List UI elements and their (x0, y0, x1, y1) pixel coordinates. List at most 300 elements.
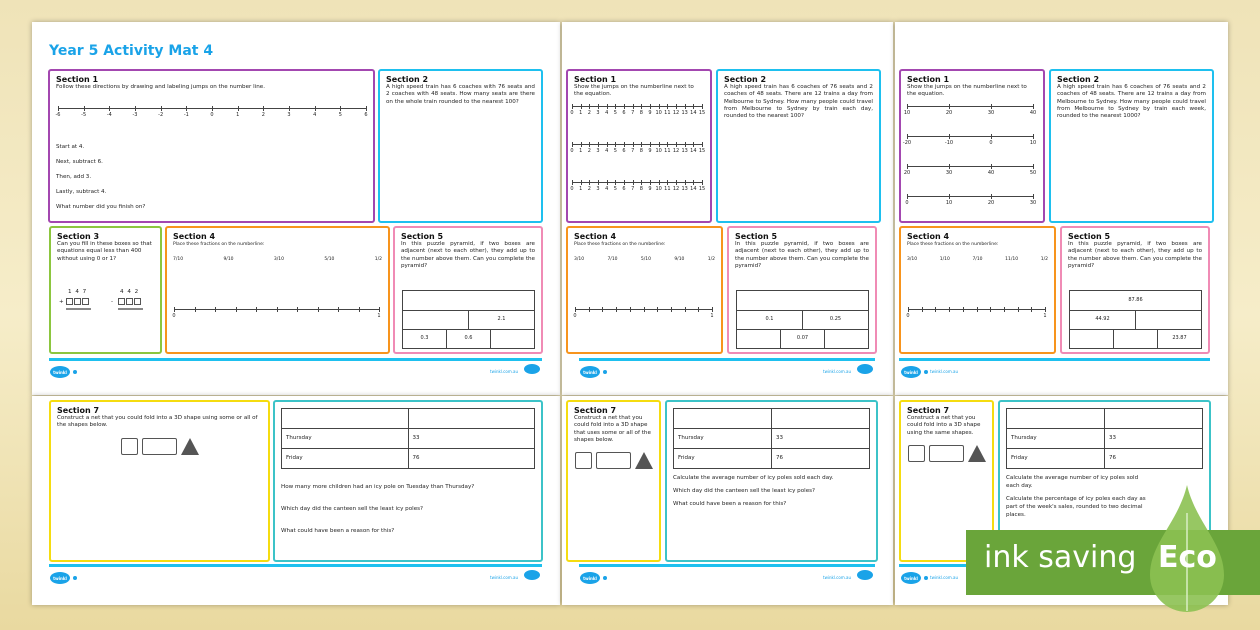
question: Calculate the average number of icy poles sold each day. (673, 475, 834, 481)
tick-label: 6 (364, 112, 368, 118)
tick (277, 307, 278, 312)
table-row (674, 449, 870, 469)
tick-label: 4 (605, 110, 609, 116)
section-text: Show the jumps on the numberline next to the equation. (907, 84, 1027, 98)
page-title: Year 5 Activity Mat 4 (49, 43, 214, 59)
tick (633, 142, 634, 147)
section-1 (48, 69, 375, 223)
number-line (902, 133, 1037, 147)
tick (1033, 104, 1034, 109)
tick-label: 5 (338, 112, 342, 118)
section-heading: Section 7 (574, 406, 617, 415)
operator: + (59, 299, 64, 305)
table-day: Friday (674, 449, 772, 469)
tick (379, 307, 380, 312)
number-line-axis (572, 182, 702, 183)
question: What could have been a reason for this? (673, 501, 787, 507)
pyramid-cell[interactable] (824, 330, 868, 348)
tick (1004, 307, 1005, 312)
number-line (903, 103, 1037, 117)
pyramid-row (403, 329, 534, 348)
tick-label: 11 (664, 148, 671, 154)
table-day: Thursday (1007, 429, 1105, 449)
website-url: twinkl.com.au (490, 575, 518, 580)
table-day: Friday (1007, 449, 1105, 469)
tick (1045, 307, 1046, 312)
tick (366, 106, 367, 111)
section-heading: Section 2 (386, 75, 429, 84)
tick-label: 3 (596, 110, 600, 116)
tick (685, 104, 686, 109)
tick (340, 106, 341, 111)
pyramid-cell[interactable] (1070, 330, 1113, 348)
tick-label: -1 (183, 112, 189, 118)
direction-step: Start at 4. (56, 144, 85, 150)
tick (589, 142, 590, 147)
tick-label: 10 (655, 110, 662, 116)
section-heading: Section 7 (907, 406, 950, 415)
section-6 (273, 400, 543, 562)
logo-dot (924, 370, 928, 374)
tick-label: 1 (236, 112, 240, 118)
tick (607, 180, 608, 185)
tick (607, 142, 608, 147)
tick (289, 106, 290, 111)
number-line (905, 193, 1037, 207)
tick-label: -5 (81, 112, 87, 118)
tick (572, 104, 573, 109)
tick (963, 307, 964, 312)
section-text: Place these fractions on the numberline: (574, 242, 666, 247)
tick (667, 180, 668, 185)
table-value: 76 (408, 449, 535, 469)
tick (659, 104, 660, 109)
number-line (55, 105, 368, 119)
section-text: Place these fractions on the numberline: (173, 242, 265, 247)
start-label: 0 (573, 313, 577, 319)
table-row (1007, 429, 1203, 449)
section-heading: Section 2 (1057, 75, 1100, 84)
pyramid-cell[interactable] (403, 311, 468, 329)
tick-label: 4 (605, 186, 609, 192)
tick-label: -3 (132, 112, 138, 118)
tick-label: 5 (613, 110, 617, 116)
tick (667, 142, 668, 147)
tick-label: 14 (690, 186, 697, 192)
section-5 (393, 226, 543, 354)
table-day: Thursday (674, 429, 772, 449)
table-row (282, 449, 535, 469)
question: What could have been a reason for this? (281, 528, 395, 534)
tick (135, 106, 136, 111)
activity-sheet (895, 22, 1228, 395)
table-cell (282, 409, 409, 429)
tick (1018, 307, 1019, 312)
tick (616, 307, 617, 312)
table-row (282, 429, 535, 449)
table-day: Friday (282, 449, 409, 469)
section-text: A high speed train has 6 coaches of 76 seats and 2 coaches of 48 seats. There are 12 trains a day from Melbourne to Sydney. How many people could travel from Melbourne to Sydney by train each week, rounded to the nearest 1000? (1057, 84, 1206, 120)
tick (650, 180, 651, 185)
number-line (570, 141, 706, 155)
section-heading: Section 4 (574, 232, 617, 241)
tick (615, 104, 616, 109)
digit-input-box[interactable] (82, 298, 89, 305)
table-value: 33 (408, 429, 535, 449)
digit-input-box[interactable] (118, 298, 125, 305)
tick (633, 104, 634, 109)
answer-line (66, 308, 91, 310)
tick-label: 6 (622, 110, 626, 116)
digit-input-box[interactable] (134, 298, 141, 305)
pyramid-cell: 0.1 (765, 316, 774, 323)
tick-label: -6 (55, 112, 61, 118)
pyramid-cell: 0.25 (802, 311, 868, 329)
tick-label: 30 (1029, 200, 1037, 206)
fraction-number-line (174, 306, 379, 320)
fraction-label: 7/10 (607, 257, 618, 262)
tick (58, 106, 59, 111)
tick-label: 0 (989, 140, 993, 146)
number-line-axis (907, 136, 1033, 137)
tick (685, 142, 686, 147)
tick (644, 307, 645, 312)
tick-label: 8 (639, 148, 643, 154)
tick (84, 106, 85, 111)
number-line (570, 103, 706, 117)
twinkl-logo: twinkl (901, 366, 921, 378)
number-line-axis (572, 106, 702, 107)
table-row-partial (282, 409, 535, 429)
section-heading: Section 5 (401, 232, 444, 241)
tick (630, 307, 631, 312)
tick (991, 104, 992, 109)
tick-label: 20 (987, 200, 995, 206)
pyramid-row (403, 291, 534, 310)
tick (195, 307, 196, 312)
logo-dot (603, 576, 607, 580)
number-line (903, 163, 1037, 177)
tick (702, 104, 703, 109)
tick (650, 104, 651, 109)
number-pyramid (402, 290, 535, 349)
tick-label: 40 (1029, 110, 1037, 116)
section-text: In this puzzle pyramid, if two boxes are adjacent (next to each other), they add up to the number above them. Can you complete the pyramid? (1068, 241, 1202, 269)
tick-label: 5 (613, 186, 617, 192)
pyramid-cell: 87.86 (1128, 296, 1143, 303)
activity-sheet (32, 22, 560, 395)
tick (922, 307, 923, 312)
tick (581, 104, 582, 109)
logo-dot (603, 370, 607, 374)
tick-label: 12 (672, 186, 680, 192)
tick (297, 307, 298, 312)
tick (607, 104, 608, 109)
twinkl-logo-small (524, 364, 540, 374)
equation-digits: 1 4 7 (68, 289, 88, 295)
tick-label: 0 (905, 200, 909, 206)
tick (589, 180, 590, 185)
digit-input-box[interactable] (66, 298, 73, 305)
tick-label: 0 (570, 110, 574, 116)
tick (949, 134, 950, 139)
tick (659, 180, 660, 185)
pyramid-cell[interactable] (1135, 311, 1201, 329)
tick (318, 307, 319, 312)
footer-rule (49, 564, 542, 567)
tick (676, 104, 677, 109)
tick-label: 30 (945, 170, 953, 176)
table-value: 33 (1105, 429, 1203, 449)
section-text: Place these fractions on the numberline: (907, 242, 999, 247)
tick-label: 2 (587, 148, 591, 154)
fraction-label: 7/10 (173, 257, 184, 262)
tick (109, 106, 110, 111)
section-4 (899, 226, 1056, 354)
shapes-row (574, 452, 653, 469)
digit-input-box[interactable] (126, 298, 133, 305)
section-heading: Section 5 (1068, 232, 1111, 241)
tick (907, 194, 908, 199)
fraction-labels (907, 256, 1048, 263)
twinkl-logo-small (524, 570, 540, 580)
pyramid-cell: 0.6 (446, 330, 490, 348)
tick-label: 15 (698, 148, 706, 154)
tick (624, 104, 625, 109)
tick (238, 106, 239, 111)
tick-label: -2 (158, 112, 164, 118)
tick-label: 9 (648, 186, 652, 192)
fraction-label: 5/10 (324, 257, 335, 262)
number-line-axis (907, 166, 1033, 167)
tick-label: 12 (672, 110, 680, 116)
tick (161, 106, 162, 111)
tick-label: 1 (579, 110, 583, 116)
footer-rule (579, 358, 875, 361)
pyramid-cell: 0.3 (420, 335, 429, 342)
footer-rule (579, 564, 875, 567)
tick (174, 307, 175, 312)
table-row-partial (1007, 409, 1203, 429)
pyramid-row (1070, 329, 1201, 348)
tick (908, 307, 909, 312)
question: Calculate the percentage of icy poles each day as part of the week's sales, rounded to two decimal places. (1006, 496, 1146, 518)
table-cell (772, 409, 870, 429)
activity-sheet (562, 22, 893, 395)
tick-label: 15 (698, 110, 706, 116)
tick-label: 14 (690, 148, 697, 154)
pyramid-cell[interactable] (737, 291, 868, 310)
section-7 (49, 400, 270, 562)
tick-label: 11 (664, 110, 671, 116)
tick (602, 307, 603, 312)
tick (949, 194, 950, 199)
table-cell (408, 409, 535, 429)
tick (598, 180, 599, 185)
tick-label: 10 (655, 186, 662, 192)
tick-label: 4 (313, 112, 317, 118)
tick-label: 8 (639, 110, 643, 116)
activity-sheet-bottom (32, 396, 560, 605)
tick (338, 307, 339, 312)
footer-rule (49, 358, 542, 361)
section-4 (165, 226, 390, 354)
tick (589, 104, 590, 109)
table-day: Thursday (282, 429, 409, 449)
tick-label: 15 (698, 186, 706, 192)
square-shape (575, 452, 592, 469)
tick (212, 106, 213, 111)
tick (949, 307, 950, 312)
tick (598, 104, 599, 109)
tick (676, 180, 677, 185)
tick (641, 180, 642, 185)
tick (650, 142, 651, 147)
tick (693, 104, 694, 109)
pyramid-row (737, 310, 868, 329)
tick-label: 14 (690, 110, 697, 116)
section-text: Follow these directions by drawing and labeling jumps on the number line. (56, 84, 266, 90)
table-cell (1105, 409, 1203, 429)
shapes-row (57, 438, 262, 455)
section-2 (716, 69, 881, 223)
tick (712, 307, 713, 312)
logo-dot (73, 576, 77, 580)
section-2 (1049, 69, 1214, 223)
footer-rule (899, 358, 1210, 361)
tick (698, 307, 699, 312)
section-heading: Section 1 (56, 75, 99, 84)
fraction-number-line (575, 306, 712, 320)
tick (907, 134, 908, 139)
number-pyramid (1069, 290, 1202, 349)
table-cell (1007, 409, 1105, 429)
ink-saving-label: ink saving (984, 540, 1137, 575)
tick (676, 142, 677, 147)
twinkl-logo: twinkl (580, 572, 600, 584)
triangle-shape (635, 452, 653, 469)
tick-label: 13 (681, 110, 688, 116)
pyramid-row (403, 310, 534, 329)
tick-label: 11 (664, 186, 671, 192)
fraction-label: 1/10 (939, 257, 950, 262)
section-1 (899, 69, 1045, 223)
tick (935, 307, 936, 312)
twinkl-logo: twinkl (901, 572, 921, 584)
tick-label: 2 (587, 186, 591, 192)
twinkl-logo-small (857, 570, 873, 580)
section-7 (566, 400, 661, 562)
tick (624, 180, 625, 185)
section-heading: Section 2 (724, 75, 767, 84)
tick (1033, 134, 1034, 139)
triangle-shape (181, 438, 199, 455)
tick (641, 104, 642, 109)
section-text: Can you fill in these boxes so that equations equal less than 400 without using 0 or 1? (57, 241, 152, 262)
tick (256, 307, 257, 312)
tick-label: 10 (655, 148, 662, 154)
pyramid-cell: 2.1 (468, 311, 534, 329)
number-line-axis (572, 144, 702, 145)
tick (991, 134, 992, 139)
twinkl-logo: twinkl (50, 366, 70, 378)
question: Which day did the canteen sell the least icy poles? (281, 506, 424, 512)
fraction-label: 3/10 (574, 257, 585, 262)
tick-label: 20 (945, 110, 953, 116)
tick-label: 0 (210, 112, 214, 118)
tick-label: 4 (605, 148, 609, 154)
tick-label: 6 (622, 148, 626, 154)
tick-label: 10 (945, 200, 953, 206)
logo-dot (924, 576, 928, 580)
section-text: Construct a net that you could fold into a 3D shape using the same shapes. (907, 415, 981, 436)
tick (991, 164, 992, 169)
tick (581, 180, 582, 185)
table-value: 76 (772, 449, 870, 469)
fraction-number-line (908, 306, 1045, 320)
tick-label: 30 (987, 110, 995, 116)
equation-digits: 4 4 2 (120, 289, 140, 295)
tick (575, 307, 576, 312)
tick (589, 307, 590, 312)
fraction-label: 1/2 (707, 257, 715, 262)
tick-label: 7 (631, 110, 635, 116)
tick-label: 0 (570, 148, 574, 154)
rectangle-shape (142, 438, 177, 455)
digit-input-box[interactable] (74, 298, 81, 305)
tick-label: 10 (1029, 140, 1037, 146)
tick-label: 3 (596, 148, 600, 154)
direction-step: What number did you finish on? (56, 204, 146, 210)
question: Calculate the average number of icy poles sold each day. (1006, 475, 1139, 489)
section-text: Show the jumps on the numberline next to the equation. (574, 84, 694, 98)
website-url: twinkl.com.au (490, 369, 518, 374)
end-label: 1 (377, 313, 381, 319)
section-5 (727, 226, 877, 354)
tick (263, 106, 264, 111)
tick (1033, 164, 1034, 169)
data-table (1006, 408, 1203, 469)
tick-label: 9 (648, 148, 652, 154)
rectangle-shape (596, 452, 631, 469)
pyramid-cell[interactable] (490, 330, 534, 348)
tick (693, 180, 694, 185)
tick (907, 104, 908, 109)
tick-label: 5 (613, 148, 617, 154)
tick (633, 180, 634, 185)
direction-step: Lastly, subtract 4. (56, 189, 107, 195)
tick-label: 7 (631, 186, 635, 192)
tick (315, 106, 316, 111)
section-heading: Section 5 (735, 232, 778, 241)
data-table (673, 408, 870, 469)
tick-label: 1 (579, 186, 583, 192)
tick-label: 0 (570, 186, 574, 192)
tick (572, 142, 573, 147)
pyramid-cell[interactable] (1113, 330, 1157, 348)
pyramid-cell[interactable] (403, 291, 534, 310)
eco-label: Eco (1158, 540, 1217, 575)
section-6 (665, 400, 878, 562)
tick (667, 104, 668, 109)
tick (186, 106, 187, 111)
table-row-partial (674, 409, 870, 429)
direction-step: Then, add 3. (56, 174, 92, 180)
tick (215, 307, 216, 312)
tick-label: 8 (639, 186, 643, 192)
pyramid-cell[interactable] (737, 330, 780, 348)
number-line-axis (907, 196, 1033, 197)
